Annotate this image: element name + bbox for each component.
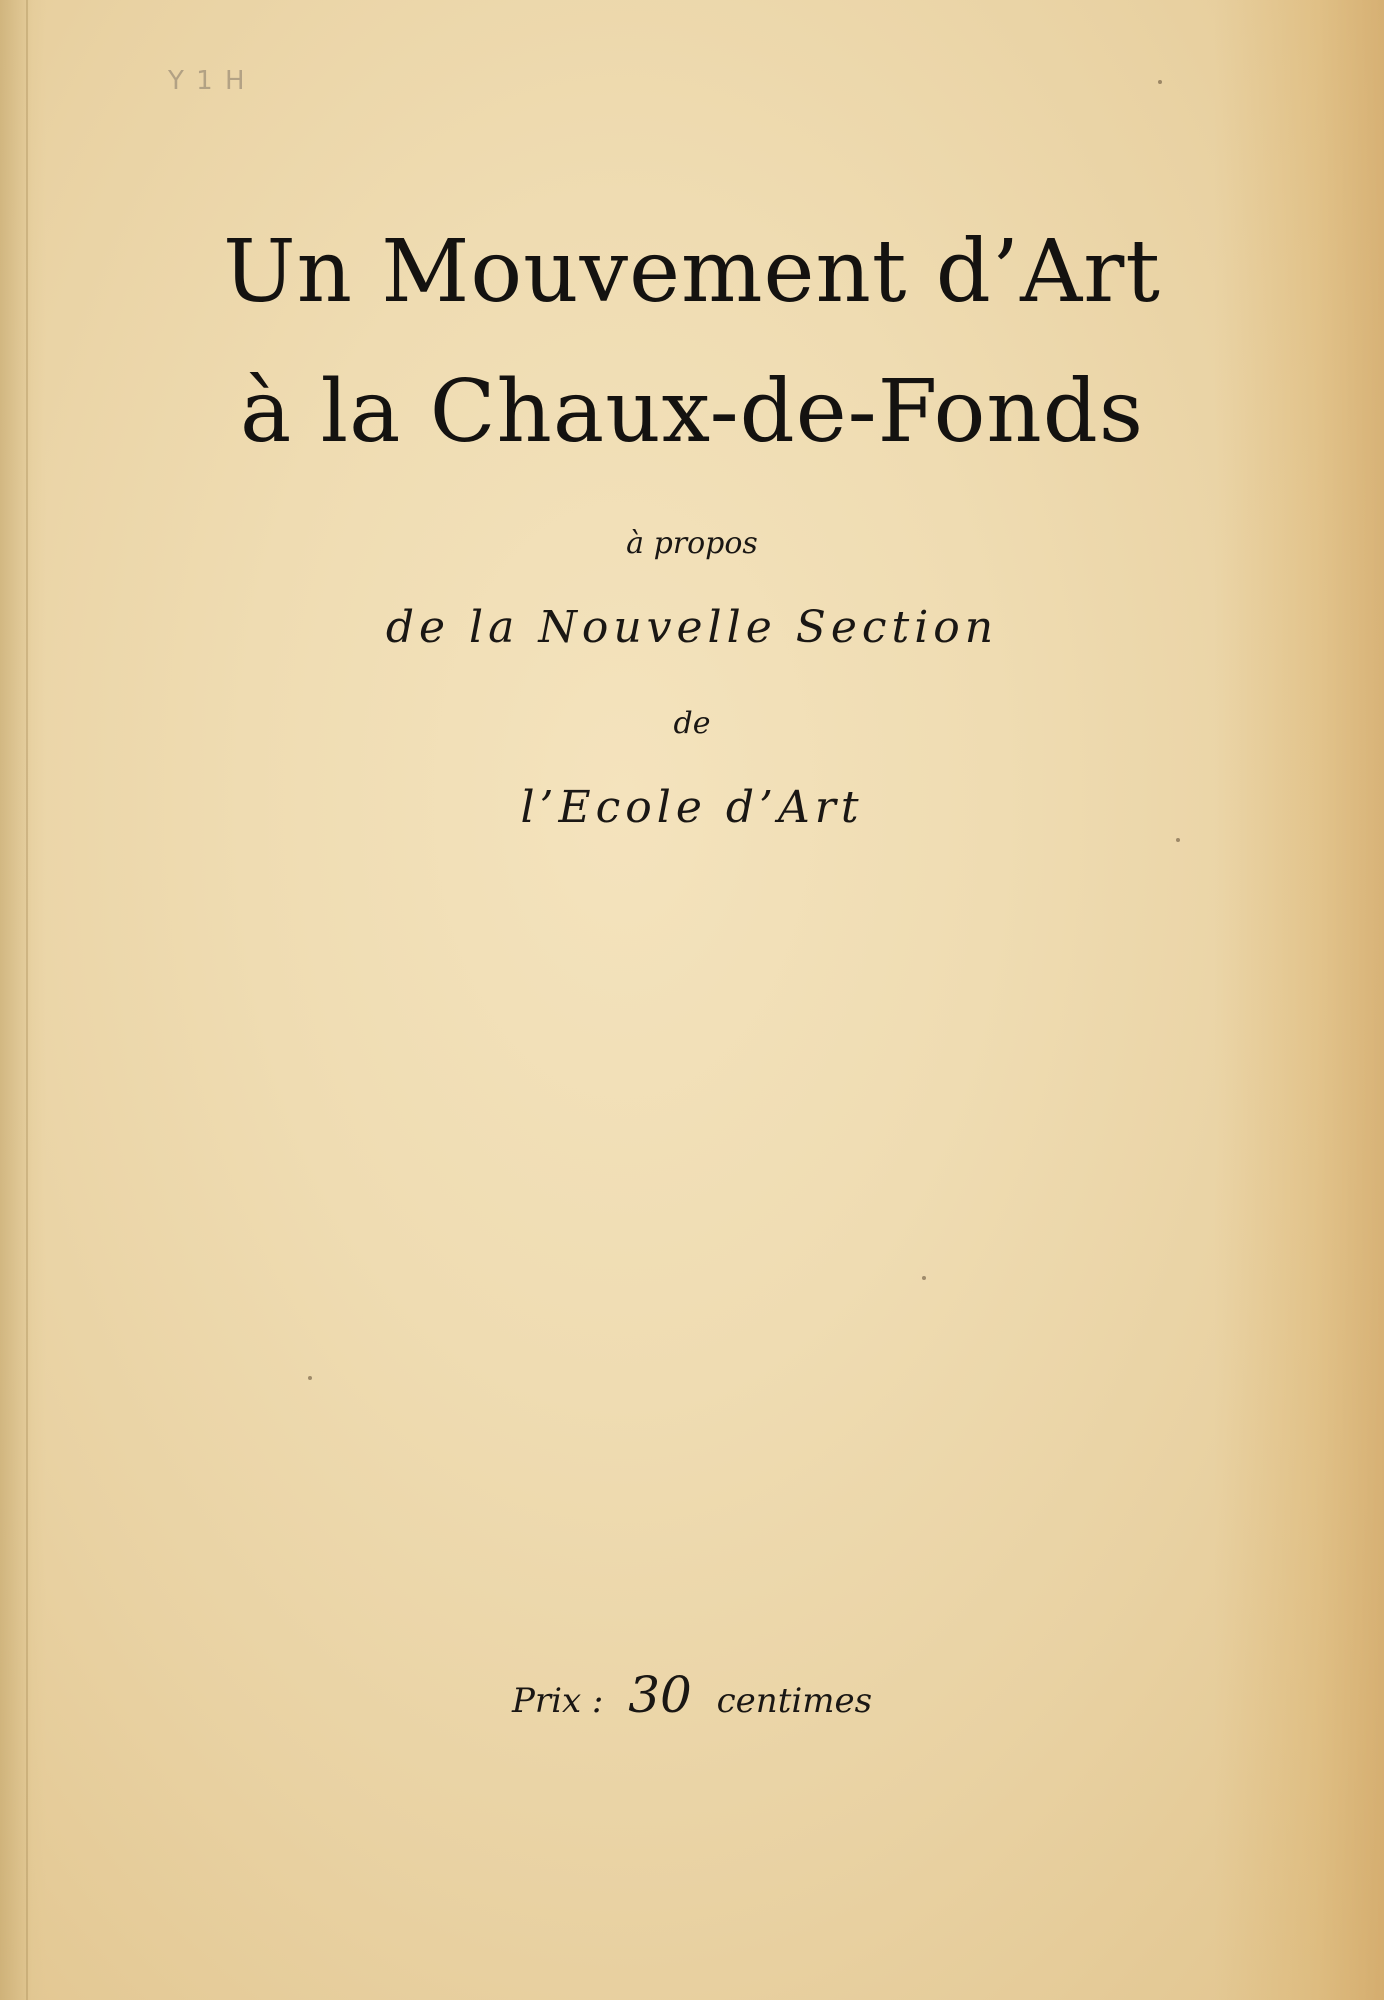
price-label: Prix : [511, 1681, 604, 1721]
price-line [0, 1666, 1384, 1724]
subtitle-ecole: l’Ecole d’Art [520, 782, 864, 833]
price-unit: centimes [716, 1681, 873, 1721]
paper-speck [1158, 80, 1162, 84]
subtitle-apropos: à propos [626, 526, 758, 561]
paper-speck [922, 1276, 926, 1280]
subtitle-section: de la Nouvelle Section [385, 602, 999, 653]
title-line-2: à la Chaux-de-Fonds [240, 362, 1144, 462]
pencil-shelf-mark: Y 1 H [168, 66, 247, 96]
subtitle-de: de [673, 706, 711, 741]
price-value: 30 [628, 1666, 692, 1724]
paper-speck [308, 1376, 312, 1380]
paper-speck [1176, 838, 1180, 842]
title-line-1: Un Mouvement d’Art [223, 222, 1161, 322]
